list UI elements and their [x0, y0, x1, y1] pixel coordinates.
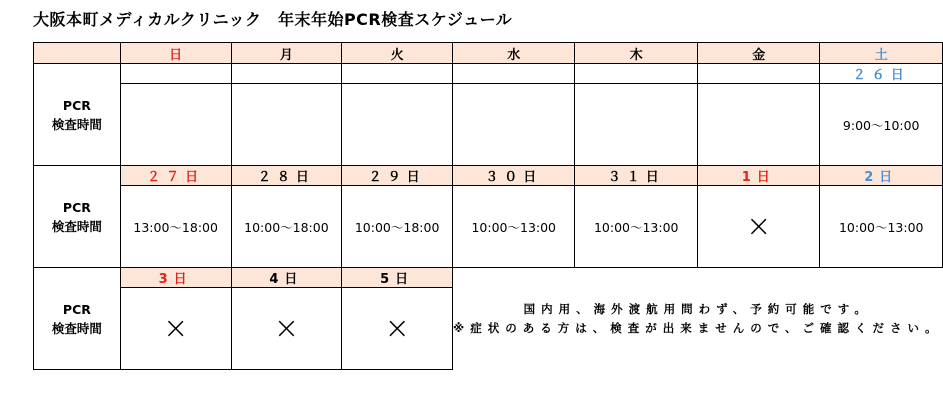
week1-date-sun [120, 64, 231, 84]
notice-line-1: 国内用、海外渡航用問わず、予約可能です。 [523, 301, 872, 316]
weekday-sun: 日 [120, 43, 231, 64]
closed-mark: × [163, 310, 189, 346]
closed-mark: × [273, 310, 299, 346]
notice-line-2: ※症状のある方は、検査が出来ませんので、ご確認ください。 [453, 320, 943, 335]
page-title: 大阪本町メディカルクリニック 年末年始PCR検査スケジュール [33, 10, 513, 29]
week2-time-fri [697, 186, 819, 268]
week2-date-wed: ３０日 [453, 166, 575, 186]
week2-date-row [34, 166, 943, 186]
row-label-time: 検査時間 [51, 218, 102, 234]
week3-time-sun [120, 288, 231, 370]
week2-row-label [34, 166, 121, 268]
weekday-wed: 水 [453, 43, 575, 64]
week3-time-mon [231, 288, 342, 370]
week3-row-label [34, 268, 121, 370]
weekday-fri: 金 [697, 43, 819, 64]
week3-time-tue [342, 288, 453, 370]
week1-time-fri [697, 84, 819, 166]
row-label-time: 検査時間 [51, 116, 102, 132]
week2-date-fri: 1日 [697, 166, 819, 186]
week1-time-row [34, 84, 943, 166]
week2-time-sat: 10:00～13:00 [820, 186, 943, 268]
schedule-table [33, 42, 943, 370]
week1-time-sat: 9:00～10:00 [820, 84, 943, 166]
weekday-thu: 木 [575, 43, 697, 64]
week1-date-row [34, 64, 943, 84]
week3-date-tue: 5日 [342, 268, 453, 288]
row-label-pcr: PCR [62, 199, 91, 215]
week3-date-row [34, 268, 943, 288]
weekday-mon: 月 [231, 43, 342, 64]
weekday-tue: 火 [342, 43, 453, 64]
week1-date-fri [697, 64, 819, 84]
week2-time-sun: 13:00～18:00 [120, 186, 231, 268]
week1-time-sun [120, 84, 231, 166]
row-label-time: 検査時間 [51, 320, 102, 336]
week2-time-wed: 10:00～13:00 [453, 186, 575, 268]
week2-date-sun: ２７日 [120, 166, 231, 186]
week2-time-row [34, 186, 943, 268]
week2-date-mon: ２８日 [231, 166, 342, 186]
week1-row-label [34, 64, 121, 166]
row-label-pcr: PCR [62, 97, 91, 113]
closed-mark: × [384, 310, 410, 346]
week3-date-mon: 4日 [231, 268, 342, 288]
week2-time-tue: 10:00～18:00 [342, 186, 453, 268]
week1-time-wed [453, 84, 575, 166]
weekday-header-row [34, 43, 943, 64]
week1-date-tue [342, 64, 453, 84]
closed-mark: × [746, 208, 772, 244]
week1-date-wed [453, 64, 575, 84]
week2-time-thu: 10:00～13:00 [575, 186, 697, 268]
week1-date-mon [231, 64, 342, 84]
week3-date-sun: 3日 [120, 268, 231, 288]
week1-time-tue [342, 84, 453, 166]
notice-area [453, 268, 943, 370]
weekday-sat: 土 [820, 43, 943, 64]
week2-date-sat: 2日 [820, 166, 943, 186]
row-label-pcr: PCR [62, 301, 91, 317]
week1-time-thu [575, 84, 697, 166]
week2-date-tue: ２９日 [342, 166, 453, 186]
week1-time-mon [231, 84, 342, 166]
week1-date-sat: ２６日 [820, 64, 943, 84]
corner-cell [34, 43, 121, 64]
week2-time-mon: 10:00～18:00 [231, 186, 342, 268]
week1-date-thu [575, 64, 697, 84]
week2-date-thu: ３１日 [575, 166, 697, 186]
